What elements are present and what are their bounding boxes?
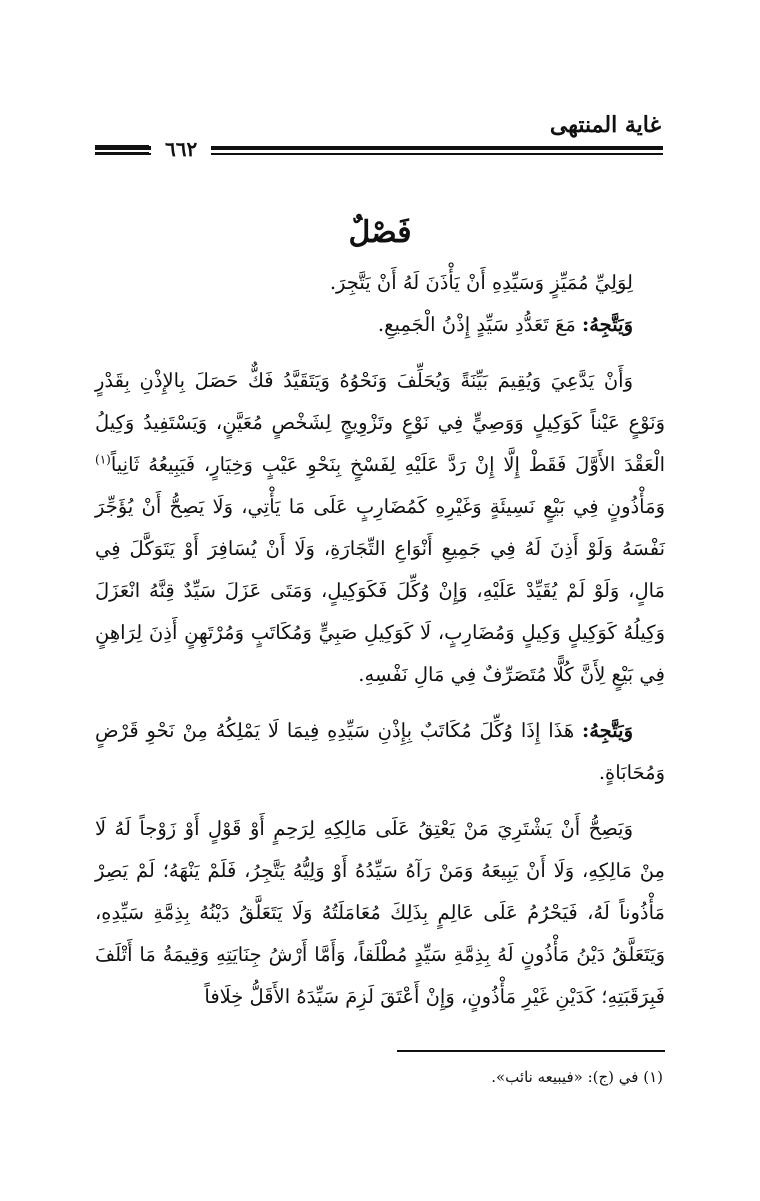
paragraph-text: وَمَأْذُونٍ فِي بَيْعٍ نَسِيئَةٍ وَغَيْرِهِ كَمُضَارِبٍ عَلَى مَا يَأْتِي، وَلَا يَصِحُّ أَنْ يُؤَجِّرَ نَفْسَهُ وَلَوْ أَذِنَ لَهُ فِي جَمِيعِ أَنْوَاعِ التِّجَارَةِ، وَلَا أَنْ يُسَافِرَ أَوْ يَتَوَكَّلَ فِي مَالٍ، وَلَوْ لَمْ يُقَيِّدْ عَلَيْهِ، وَإِنْ وُكِّلَ فَكَوَكِيلٍ، وَمَتَى عَزَلَ سَيِّدٌ قِنَّهُ انْعَزَلَ وَكِيلُهُ كَوَكِيلٍ وَكِيلٍ وَمُضَارِبٍ، لَا كَوَكِيلِ صَبِيٍّ وَمُكَاتَبٍ وَمُرْتَهِنٍ أَذِنَ لِرَاهِنٍ فِي بَيْعٍ لِأَنَّ كُلًّا مُتَصَرِّفٌ فِي مَالِ نَفْسِهِ.: [95, 495, 665, 686]
paragraph-text: لِوَلِيِّ مُمَيِّزٍ وَسَيِّدِهِ أَنْ يَأْذَنَ لَهُ أَنْ يَتَّجِرَ.: [329, 271, 633, 294]
paragraph: [95, 262, 665, 304]
footnote-separator: [397, 1050, 665, 1052]
paragraph: [95, 710, 665, 794]
paragraph: [95, 808, 665, 1018]
book-title: غاية المنتهى: [549, 112, 661, 138]
main-text: [95, 262, 665, 1018]
paragraph-text: وَأَنْ يَدَّعِيَ وَيُقِيمَ بَيِّنَةً وَيُحَلِّفَ وَنَحْوُهُ وَيَتَقَيَّدُ فَكٌّ حَصَلَ بِالإِذْنِ بِقَدْرٍ وَنَوْعٍ عَيْناً كَوَكِيلٍ وَوَصِيٍّ فِي نَوْعٍ وتَزْوِيجٍ لِشَخْصٍ مُعَيَّنٍ، وَيَسْتَفِيدُ وَكِيلُ الْعَقْدَ الأَوَّلَ فَقَطْ إِلَّا إِنْ رَدَّ عَلَيْهِ لِفَسْخٍ بِنَحْوِ عَيْبٍ وَخِيَارٍ، فَيَبِيعُهُ ثَانِياً: [95, 369, 665, 476]
paragraph: [95, 304, 665, 346]
paragraph-text: مَعَ تَعَدُّدِ سَيِّدٍ إِذْنُ الْجَمِيعِ.: [377, 313, 583, 336]
paragraph-lead: وَيَتَّجِهُ:: [582, 313, 633, 336]
page-number: ٦٦٢: [165, 137, 198, 161]
footnote: (١) في (ج): «فيبيعه نائب».: [491, 1068, 663, 1086]
paragraph-lead: وَيَتَّجِهُ:: [582, 719, 633, 742]
paragraph-text: وَيَصِحُّ أَنْ يَشْتَرِيَ مَنْ يَعْتِقُ عَلَى مَالِكِهِ لِرَحِمٍ أَوْ قَوْلٍ أَوْ زَوْجاً لَهُ لَا مِنْ مَالِكِهِ، وَلَا أَنْ يَبِيعَهُ وَمَنْ رَآهُ سَيِّدُهُ أَوْ وَلِيُّهُ يَتَّجِرُ، فَلَمْ يَنْهَهُ؛ لَمْ يَصِرْ مَأْذُوناً لَهُ، فَيَحْرُمُ عَلَى عَالِمٍ بِذَلِكَ مُعَامَلَتُهُ وَلَا يَتَعَلَّقُ دَيْنُهُ بِذِمَّةِ سَيِّدِهِ، وَيَتَعَلَّقُ دَيْنُ مَأْذُونٍ لَهُ بِذِمَّةِ سَيِّدٍ مُطْلَقاً، وَأَمَّا أَرْشُ جِنَايَتِهِ وَقِيمَةُ مَا أَتْلَفَ فَبِرَقَبَتِهِ؛ كَدَيْنِ غَيْرِ مَأْذُونٍ، وَإِنْ أَعْتَقَ لَزِمَ سَيِّدَهُ الأَقَلُّ خِلَافاً: [95, 817, 665, 1008]
section-heading: فَصْلٌ: [348, 215, 412, 250]
header-rule-tail: [95, 145, 149, 149]
running-header: [95, 108, 663, 161]
footnote-reference[interactable]: (١): [95, 452, 111, 467]
paragraph-text: هَذَا إِذَا وُكِّلَ مُكَاتَبٌ بِإِذْنِ سَيِّدِهِ فِيمَا لَا يَمْلِكُهُ مِنْ نَحْوِ قَرْضٍ وَمُحَابَاةٍ.: [95, 719, 665, 784]
paragraph: [95, 360, 665, 696]
